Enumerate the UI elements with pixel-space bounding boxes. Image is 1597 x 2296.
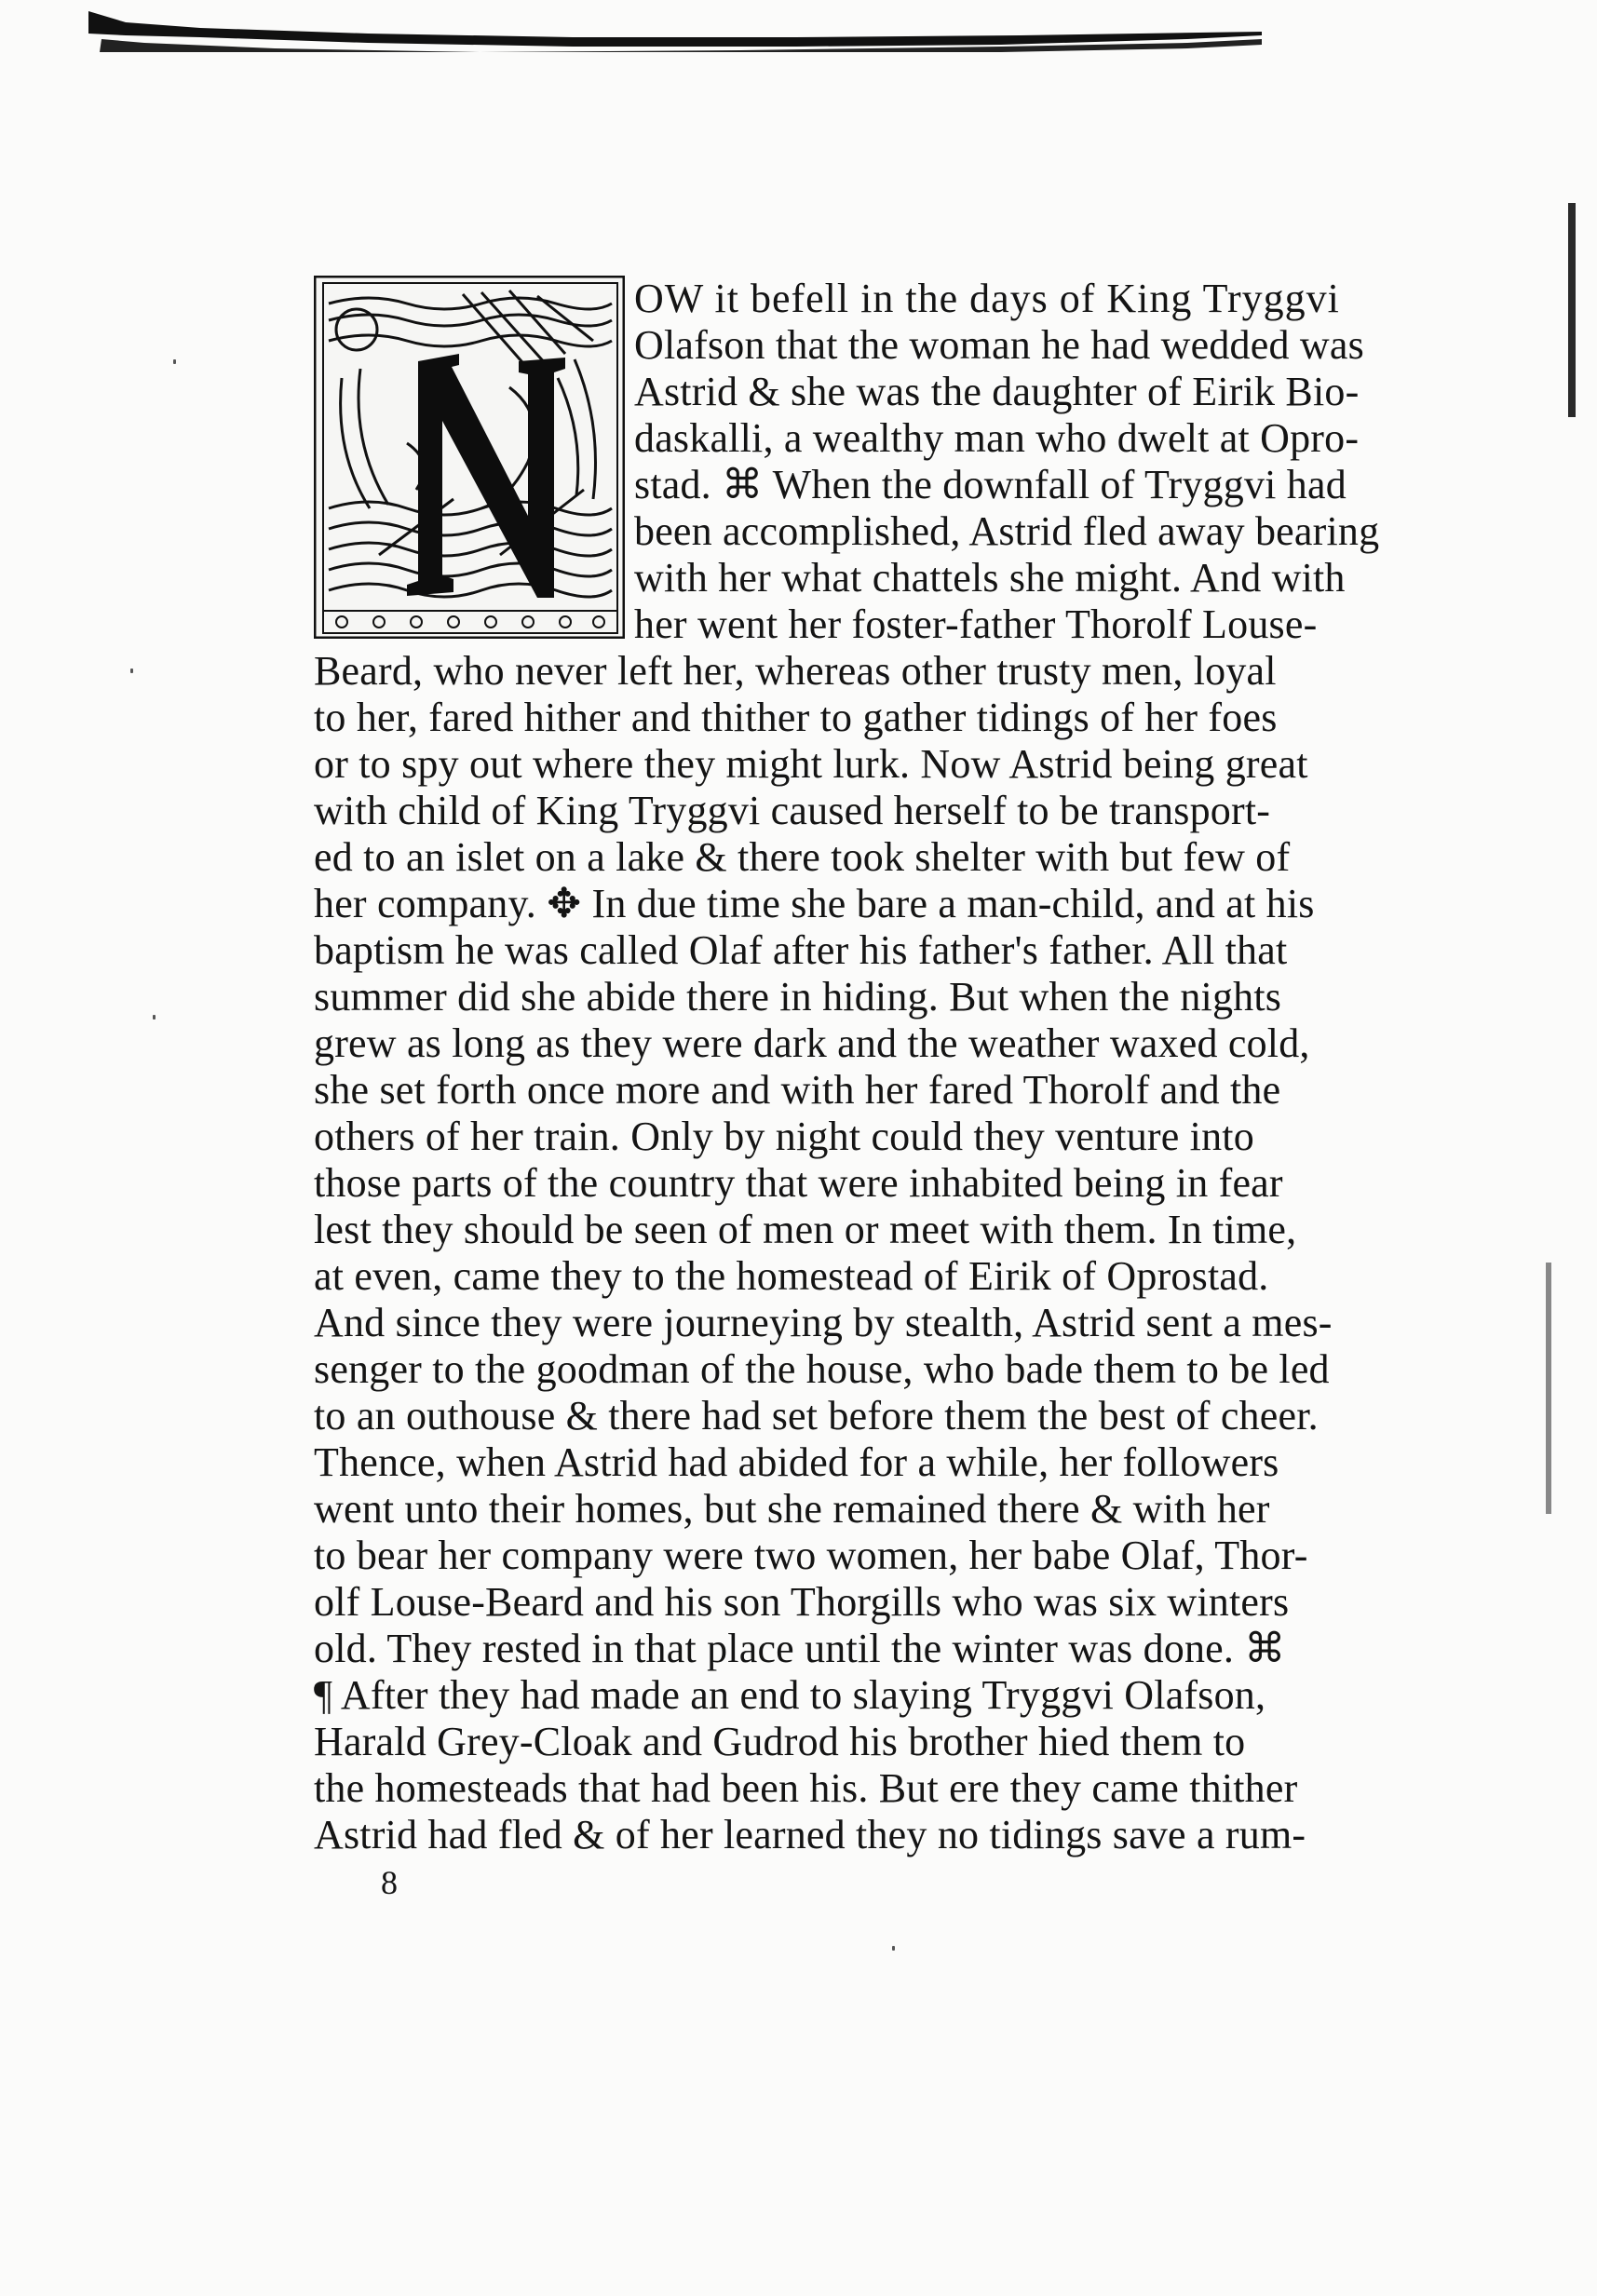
text-line: baptism he was called Olaf after his father's father. All that — [314, 927, 1288, 973]
text-line: Astrid had fled & of her learned they no tidings save a rum- — [314, 1812, 1306, 1857]
text-line: summer did she abide there in hiding. But when the nights — [314, 974, 1282, 1020]
text-line: And since they were journeying by stealth, Astrid sent a mes- — [314, 1300, 1333, 1345]
text-line: her company. ✥ In due time she bare a man-child, and at his — [314, 881, 1315, 926]
text-line: Astrid & she was the daughter of Eirik Bio- — [634, 369, 1360, 414]
text-line: those parts of the country that were inhabited being in fear — [314, 1160, 1283, 1206]
text-line: the homesteads that had been his. But ere they came thither — [314, 1765, 1298, 1811]
text-line: to bear her company were two women, her babe Olaf, Thor- — [314, 1533, 1308, 1578]
text-line: senger to the goodman of the house, who bade them to be led — [314, 1346, 1330, 1392]
text-line: she set forth once more and with her fared Thorolf and the — [314, 1067, 1281, 1113]
scan-speck — [130, 669, 133, 673]
text-line: Olafson that the woman he had wedded was — [634, 322, 1364, 368]
text-line: stad. ⌘ When the downfall of Tryggvi had — [634, 462, 1347, 507]
text-line: daskalli, a wealthy man who dwelt at Opro- — [634, 415, 1360, 461]
text-line: lest they should be seen of men or meet with them. In time, — [314, 1207, 1297, 1252]
text-line: olf Louse-Beard and his son Thorgills who was six winters — [314, 1579, 1290, 1625]
text-line: her went her foster-father Thorolf Louse- — [634, 601, 1318, 647]
text-line: ¶ After they had made an end to slaying Tryggvi Olafson, — [314, 1672, 1266, 1718]
text-line: others of her train. Only by night could they venture into — [314, 1114, 1254, 1159]
text-line: went unto their homes, but she remained there & with her — [314, 1486, 1270, 1532]
text-line: Thence, when Astrid had abided for a while, her followers — [314, 1439, 1279, 1485]
text-line: Harald Grey-Cloak and Gudrod his brother hied them to — [314, 1719, 1246, 1764]
decorated-initial — [314, 276, 625, 639]
text-line: at even, came they to the homestead of Eirik of Oprostad. — [314, 1253, 1269, 1299]
scan-speck — [892, 1946, 895, 1951]
text-line: with child of King Tryggvi caused herself to be transport- — [314, 788, 1271, 833]
text-line: OW it befell in the days of King Tryggvi — [634, 276, 1340, 321]
text-line: Beard, who never left her, whereas other trusty men, loyal — [314, 648, 1277, 694]
text-line: ed to an islet on a lake & there took shelter with but few of — [314, 834, 1291, 880]
text-line: or to spy out where they might lurk. Now Astrid being great — [314, 741, 1308, 787]
text-line: been accomplished, Astrid fled away bearing — [634, 508, 1380, 554]
scan-edge-mark — [1568, 203, 1576, 417]
page-number: 8 — [381, 1864, 398, 1901]
woodcut-initial-illustration — [314, 276, 625, 639]
scan-edge-rule — [88, 11, 1262, 52]
text-line: to her, fared hither and thither to gather tidings of her foes — [314, 695, 1278, 740]
scan-edge-mark — [1546, 1263, 1551, 1514]
scan-speck — [173, 359, 176, 364]
scan-speck — [153, 1015, 156, 1020]
text-line: to an outhouse & there had set before them the best of cheer. — [314, 1393, 1319, 1438]
text-line: with her what chattels she might. And with — [634, 555, 1346, 601]
text-line: old. They rested in that place until the winter was done. ⌘ — [314, 1626, 1286, 1671]
text-line: grew as long as they were dark and the weather waxed cold, — [314, 1020, 1310, 1066]
